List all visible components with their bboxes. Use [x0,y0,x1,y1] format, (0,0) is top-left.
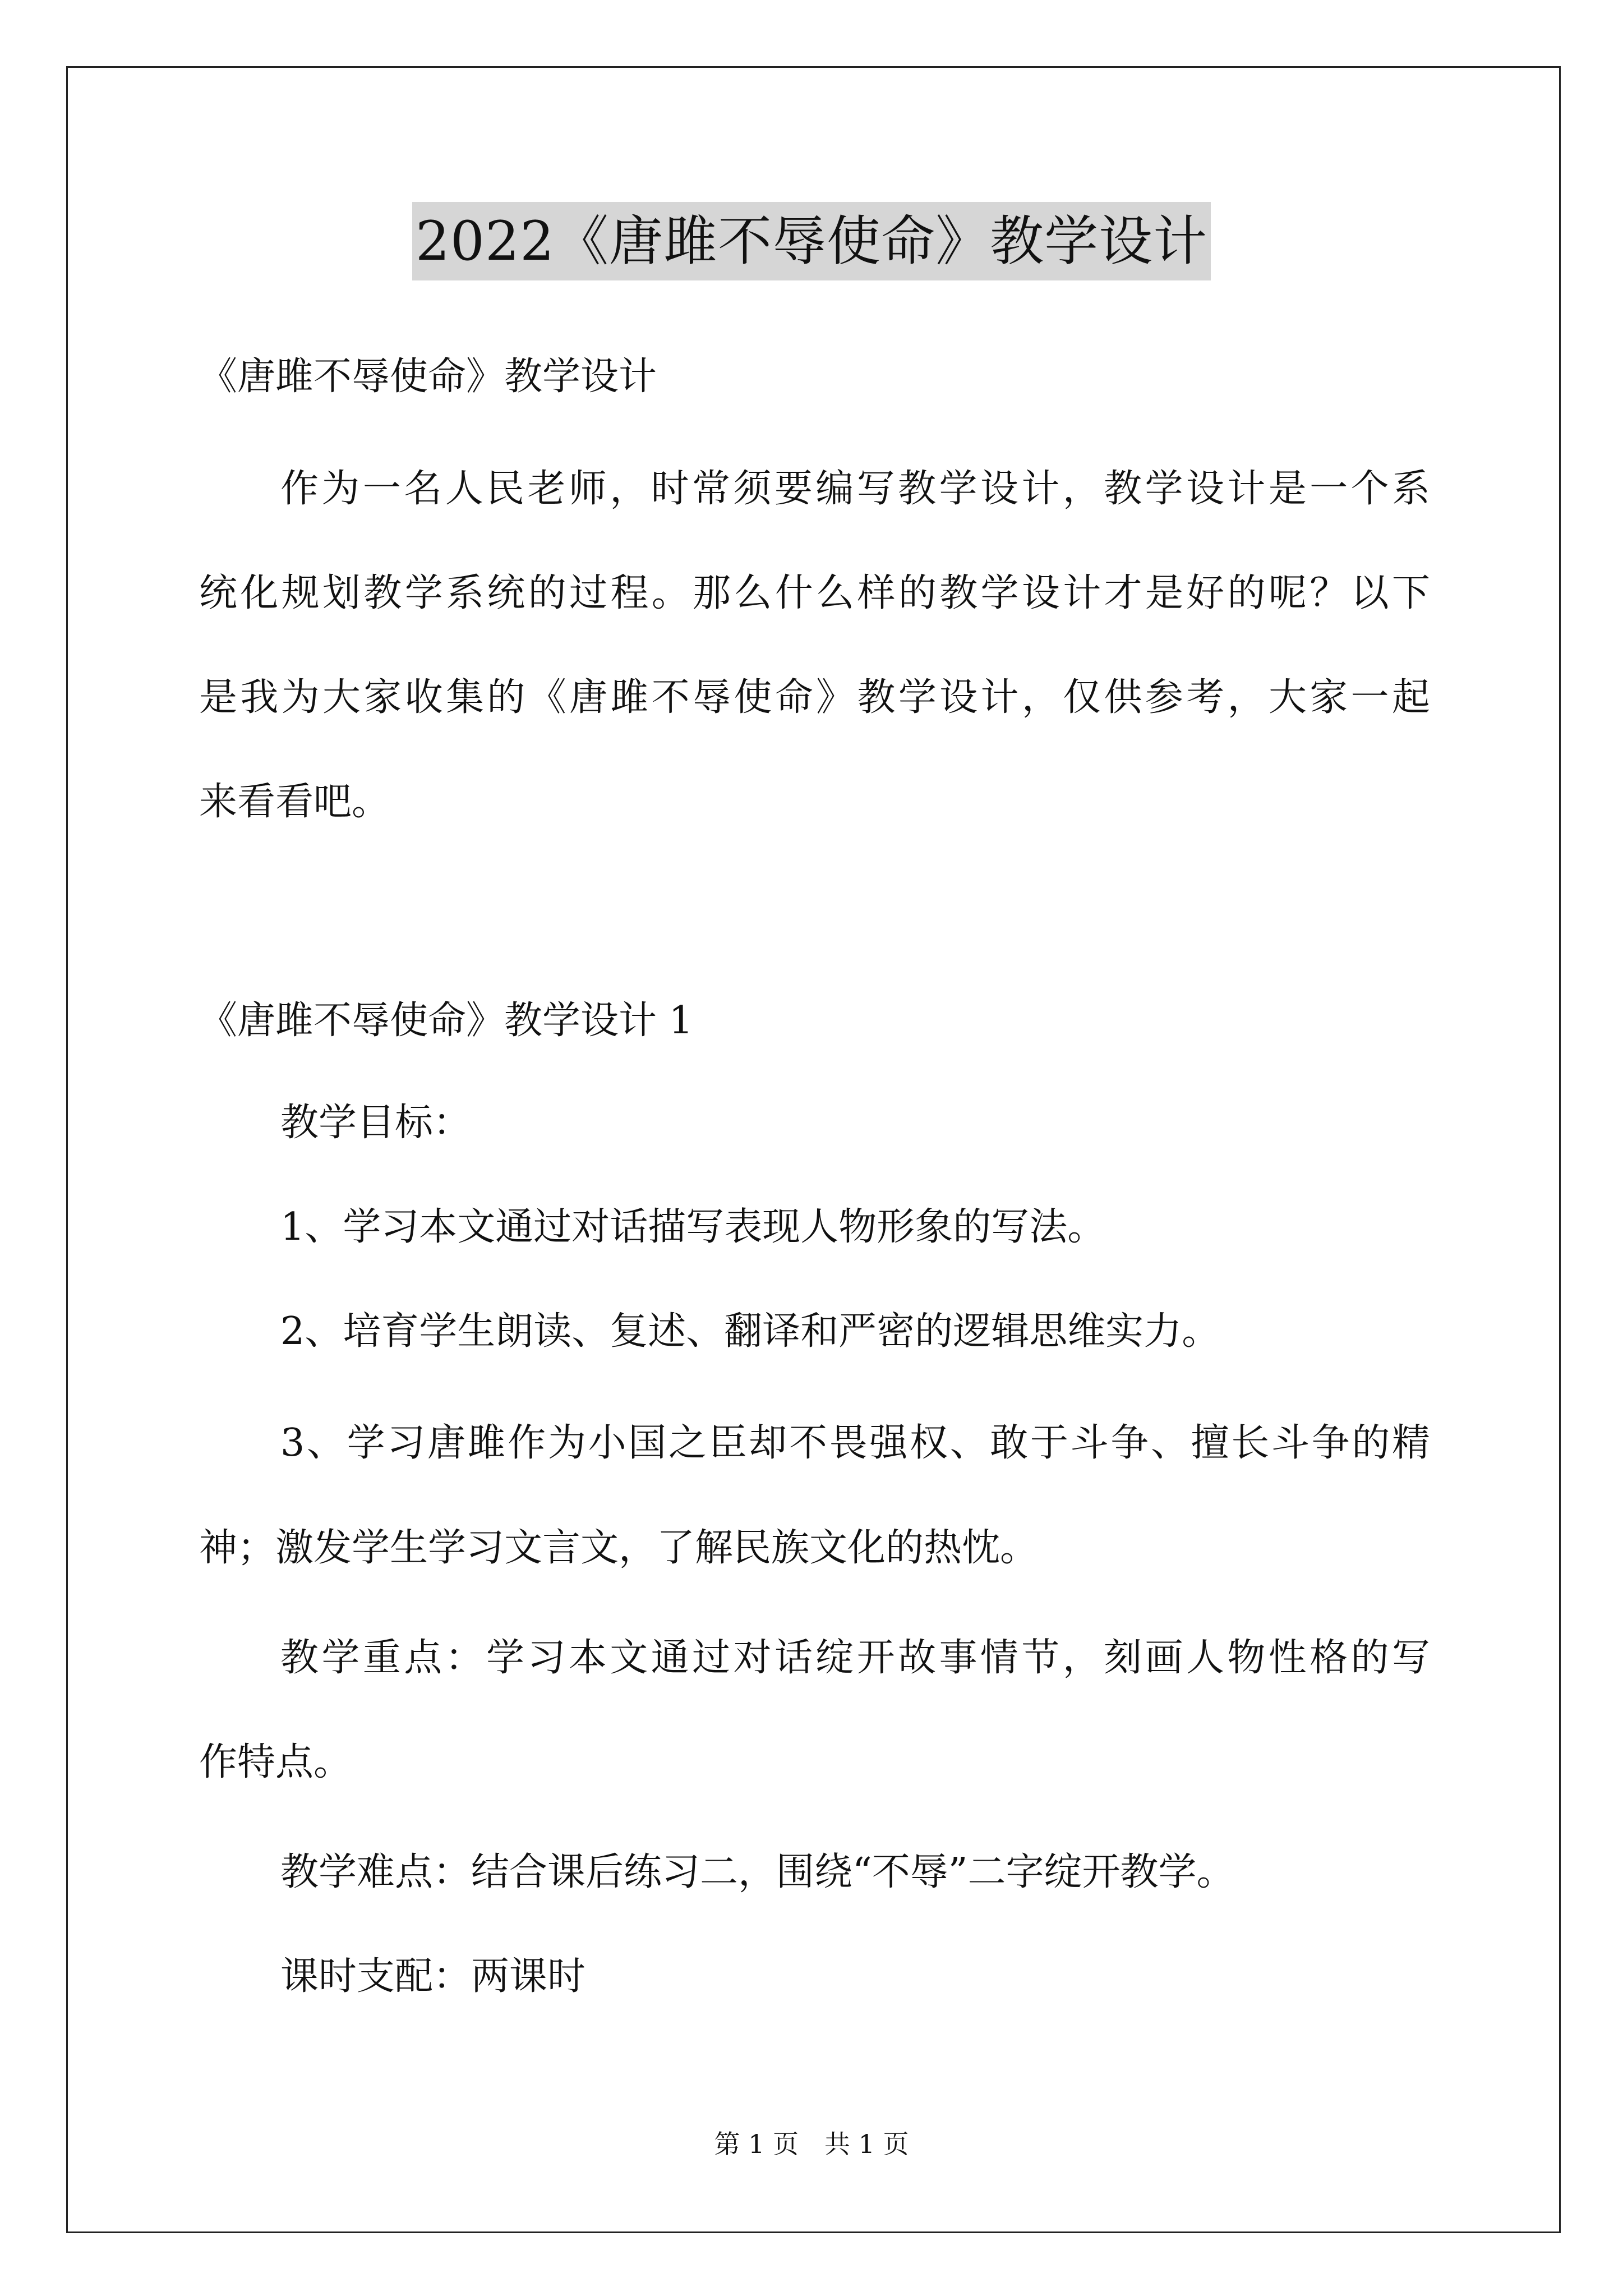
objectives-label: 教学目标： [280,1101,472,1145]
objective-2: 2、培育学生朗读、复述、翻译和严密的逻辑思维实力。 [280,1309,1220,1354]
schedule: 课时支配：两课时 [280,1954,586,1999]
difficulty: 教学难点：结合课后练习二，围绕“不辱”二字绽开教学。 [280,1850,1235,1894]
subtitle: 《唐雎不辱使命》教学设计 [199,355,657,399]
section-heading: 《唐雎不辱使命》教学设计 1 [199,999,693,1043]
document-title: 2022《唐雎不辱使命》教学设计 [412,202,1211,280]
key-point-line-2: 作特点。 [199,1740,352,1784]
page-footer: 第 1 页 共 1 页 [714,2129,909,2159]
key-point-line-1: 教学重点：学习本文通过对话绽开故事情节，刻画人物性格的写 [280,1636,1430,1680]
intro-line-4: 来看看吧。 [199,780,390,824]
title-wrap [0,202,1623,280]
intro-line-1: 作为一名人民老师，时常须要编写教学设计，教学设计是一个系 [280,467,1430,511]
objective-1: 1、学习本文通过对话描写表现人物形象的写法。 [280,1205,1106,1249]
intro-line-2: 统化规划教学系统的过程。那么什么样的教学设计才是好的呢？以下 [199,571,1430,615]
intro-line-3: 是我为大家收集的《唐雎不辱使命》教学设计，仅供参考，大家一起 [199,675,1430,720]
objective-3-line-2: 神；激发学生学习文言文，了解民族文化的热忱。 [199,1526,1039,1570]
objective-3-line-1: 3、学习唐雎作为小国之臣却不畏强权、敢于斗争、擅长斗争的精 [280,1421,1430,1465]
